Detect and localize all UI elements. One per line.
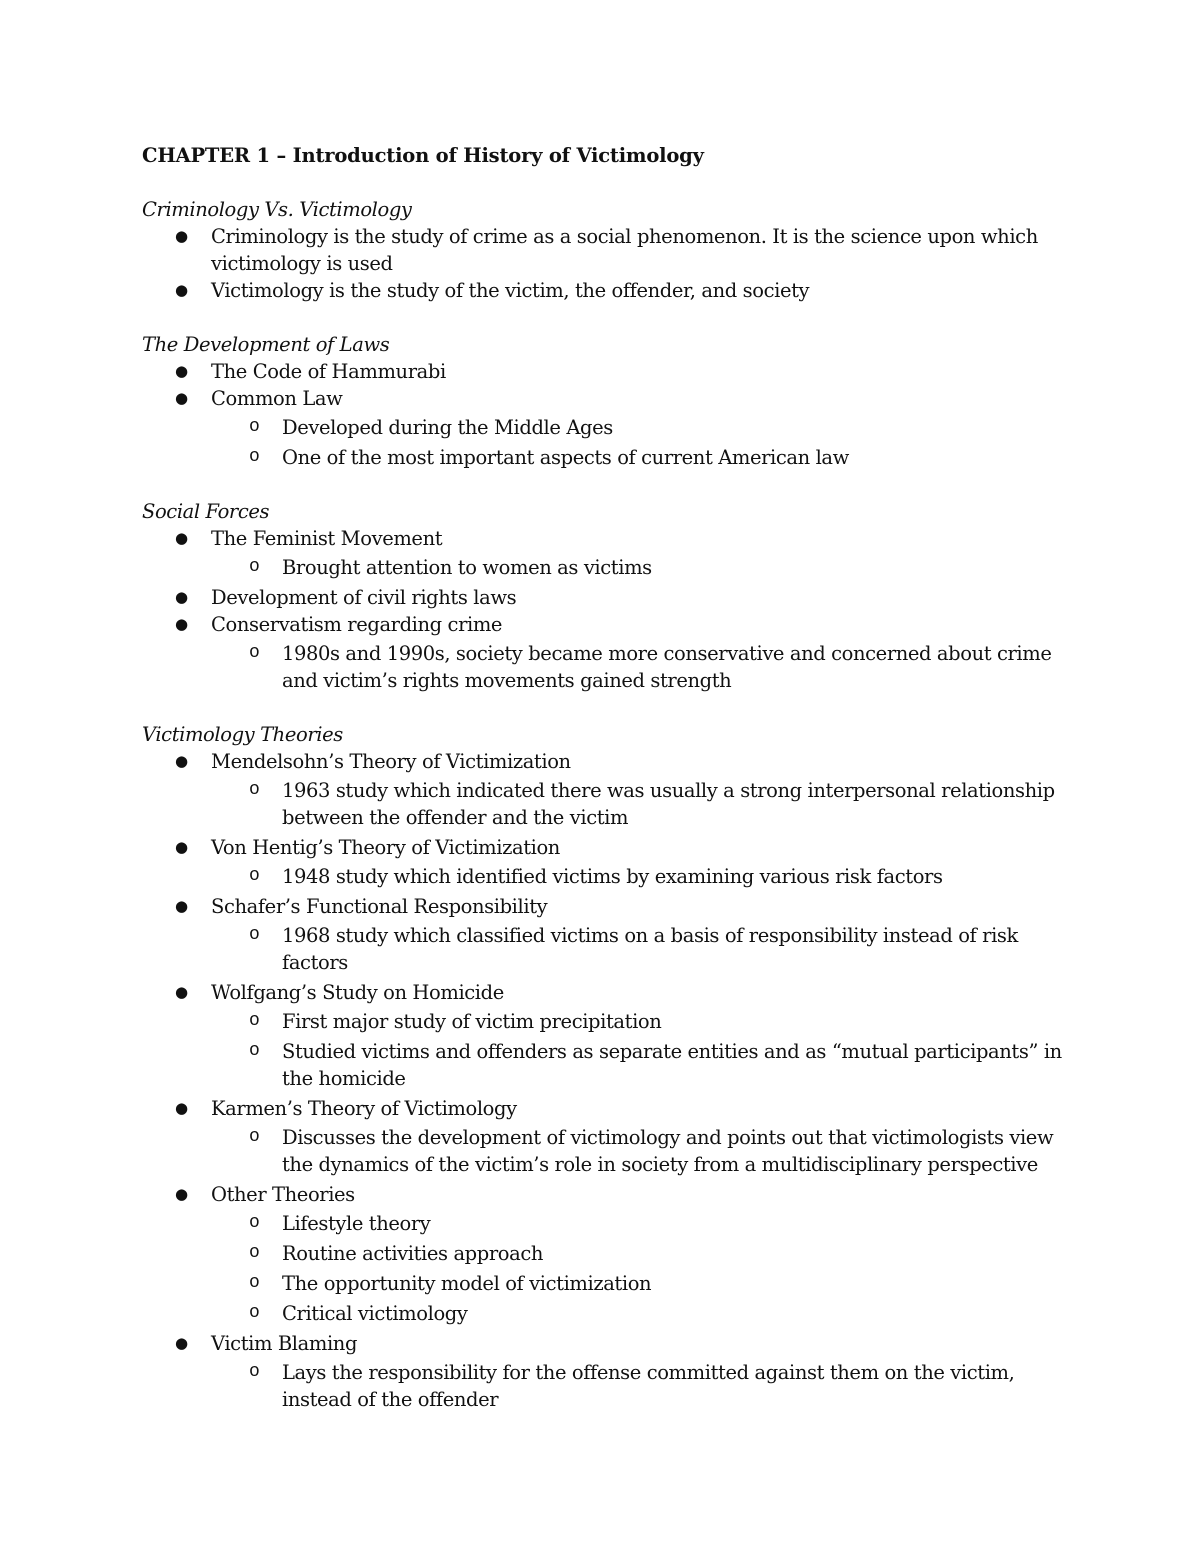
list-item-text: Development of civil rights laws	[211, 586, 517, 609]
sub-list	[211, 922, 1072, 976]
list-item	[142, 358, 1072, 385]
sub-list-item	[211, 1210, 1072, 1237]
section	[142, 196, 1072, 304]
list-item-text: Wolfgang’s Study on Homicide	[211, 981, 504, 1004]
sections-container	[142, 196, 1072, 1413]
bullet-icon: ●	[175, 529, 188, 547]
sub-list	[211, 640, 1072, 694]
sub-list-item	[211, 1124, 1072, 1178]
circle-bullet-icon: o	[249, 780, 260, 800]
bullet-icon: ●	[175, 1185, 188, 1203]
section-heading: Victimology Theories	[142, 723, 343, 746]
sub-list-item-text: One of the most important aspects of current American law	[282, 446, 849, 469]
sub-list-item	[211, 1008, 1072, 1035]
bullet-icon: ●	[175, 615, 188, 633]
list-item-text: Common Law	[211, 387, 343, 410]
sub-list-item	[211, 444, 1072, 471]
section	[142, 498, 1072, 694]
bullet-list	[142, 748, 1072, 1413]
sub-list-item-text: 1980s and 1990s, society became more conservative and concerned about crime and victim’s rights movements gained strength	[282, 642, 1052, 692]
list-item-text: Other Theories	[211, 1183, 355, 1206]
sub-list-item	[211, 414, 1072, 441]
bullet-icon: ●	[175, 752, 188, 770]
sub-list-item-text: Lays the responsibility for the offense committed against them on the victim, instead of the offender	[282, 1361, 1015, 1411]
sub-list-item-text: Studied victims and offenders as separate entities and as “mutual participants” in the homicide	[282, 1040, 1062, 1090]
list-item	[142, 385, 1072, 471]
sub-list-item	[211, 1359, 1072, 1413]
list-item	[142, 525, 1072, 581]
section	[142, 331, 1072, 471]
circle-bullet-icon: o	[249, 447, 260, 467]
page-title: CHAPTER 1 – Introduction of History of Victimology	[142, 144, 704, 167]
bullet-icon: ●	[175, 362, 188, 380]
circle-bullet-icon: o	[249, 1243, 260, 1263]
sub-list-item-text: 1963 study which indicated there was usually a strong interpersonal relationship between the offender and the victim	[282, 779, 1055, 829]
bullet-icon: ●	[175, 1099, 188, 1117]
circle-bullet-icon: o	[249, 1213, 260, 1233]
sub-list-item-text: Developed during the Middle Ages	[282, 416, 613, 439]
circle-bullet-icon: o	[249, 557, 260, 577]
list-item	[142, 893, 1072, 976]
list-item	[142, 834, 1072, 890]
bullet-icon: ●	[175, 281, 188, 299]
list-item	[142, 1330, 1072, 1413]
bullet-icon: ●	[175, 588, 188, 606]
sub-list	[211, 1359, 1072, 1413]
circle-bullet-icon: o	[249, 1303, 260, 1323]
list-item-text: The Feminist Movement	[211, 527, 443, 550]
sub-list	[211, 414, 1072, 471]
sub-list	[211, 1008, 1072, 1092]
bullet-icon: ●	[175, 389, 188, 407]
sub-list-item	[211, 640, 1072, 694]
list-item-text: Schafer’s Functional Responsibility	[211, 895, 548, 918]
list-item-text: Conservatism regarding crime	[211, 613, 503, 636]
bullet-icon: ●	[175, 983, 188, 1001]
list-item	[142, 277, 1072, 304]
sub-list	[211, 1124, 1072, 1178]
sub-list	[211, 1210, 1072, 1327]
circle-bullet-icon: o	[249, 925, 260, 945]
list-item	[142, 611, 1072, 694]
circle-bullet-icon: o	[249, 1011, 260, 1031]
sub-list-item	[211, 863, 1072, 890]
sub-list-item-text: 1968 study which classified victims on a basis of responsibility instead of risk factors	[282, 924, 1018, 974]
sub-list-item-text: Critical victimology	[282, 1302, 468, 1325]
sub-list-item-text: 1948 study which identified victims by examining various risk factors	[282, 865, 943, 888]
bullet-list	[142, 223, 1072, 304]
sub-list	[211, 554, 1072, 581]
list-item	[142, 1181, 1072, 1327]
sub-list-item	[211, 1240, 1072, 1267]
sub-list-item-text: The opportunity model of victimization	[282, 1272, 652, 1295]
bullet-icon: ●	[175, 838, 188, 856]
sub-list-item-text: Routine activities approach	[282, 1242, 544, 1265]
circle-bullet-icon: o	[249, 1127, 260, 1147]
document-page	[142, 142, 1072, 1440]
sub-list-item	[211, 1300, 1072, 1327]
list-item	[142, 584, 1072, 611]
section-heading: Social Forces	[142, 500, 270, 523]
circle-bullet-icon: o	[249, 1041, 260, 1061]
list-item-text: Karmen’s Theory of Victimology	[211, 1097, 517, 1120]
bullet-icon: ●	[175, 227, 188, 245]
circle-bullet-icon: o	[249, 643, 260, 663]
bullet-icon: ●	[175, 1334, 188, 1352]
bullet-icon: ●	[175, 897, 188, 915]
sub-list	[211, 863, 1072, 890]
list-item-text: The Code of Hammurabi	[211, 360, 446, 383]
sub-list-item-text: Discusses the development of victimology and points out that victimologists view the dynamics of the victim’s role in society from a multidisciplinary perspective	[282, 1126, 1054, 1176]
section	[142, 721, 1072, 1413]
circle-bullet-icon: o	[249, 1273, 260, 1293]
sub-list-item	[211, 1270, 1072, 1297]
bullet-list	[142, 358, 1072, 471]
list-item-text: Victimology is the study of the victim, the offender, and society	[211, 279, 810, 302]
sub-list-item	[211, 922, 1072, 976]
bullet-list	[142, 525, 1072, 694]
section-heading: Criminology Vs. Victimology	[142, 198, 412, 221]
sub-list-item	[211, 554, 1072, 581]
list-item-text: Victim Blaming	[211, 1332, 358, 1355]
list-item-text: Criminology is the study of crime as a social phenomenon. It is the science upon which victimology is used	[211, 225, 1038, 275]
sub-list-item-text: Lifestyle theory	[282, 1212, 431, 1235]
section-heading: The Development of Laws	[142, 333, 390, 356]
list-item-text: Mendelsohn’s Theory of Victimization	[211, 750, 571, 773]
circle-bullet-icon: o	[249, 1362, 260, 1382]
list-item-text: Von Hentig’s Theory of Victimization	[211, 836, 560, 859]
circle-bullet-icon: o	[249, 417, 260, 437]
sub-list	[211, 777, 1072, 831]
list-item	[142, 223, 1072, 277]
sub-list-item	[211, 1038, 1072, 1092]
sub-list-item-text: First major study of victim precipitation	[282, 1010, 662, 1033]
circle-bullet-icon: o	[249, 866, 260, 886]
sub-list-item-text: Brought attention to women as victims	[282, 556, 652, 579]
list-item	[142, 748, 1072, 831]
list-item	[142, 1095, 1072, 1178]
sub-list-item	[211, 777, 1072, 831]
list-item	[142, 979, 1072, 1092]
